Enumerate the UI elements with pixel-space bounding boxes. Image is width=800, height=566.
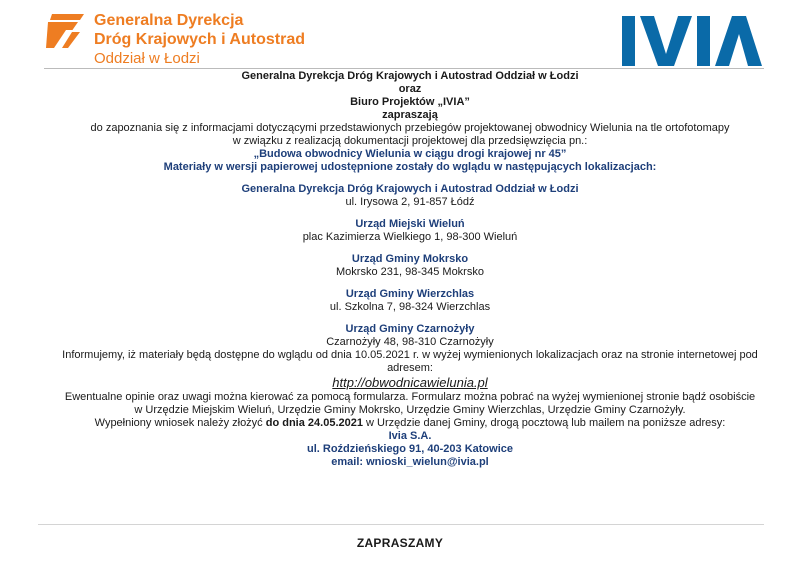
project-title: „Budowa obwodnicy Wielunia w ciągu drogi krajowej nr 45” bbox=[253, 148, 567, 160]
contact-email[interactable]: email: wnioski_wielun@ivia.pl bbox=[331, 456, 489, 468]
heading-conjunction: oraz bbox=[398, 83, 422, 95]
availability-info: Informujemy, iż materiały będą dostępne do wglądu od dnia 10.05.2021 r. w wyżej wymienionych lokalizacjach oraz na stronie internetowej pod adresem: bbox=[62, 349, 758, 374]
materials-heading: Materiały w wersji papierowej udostępnione zostały do wglądu w następujących lokalizacjach: bbox=[163, 161, 657, 173]
location-address: Mokrsko 231, 98-345 Mokrsko bbox=[336, 266, 484, 278]
gddkia-road-logo-icon bbox=[46, 14, 84, 48]
location-address: plac Kazimierza Wielkiego 1, 98-300 Wieluń bbox=[302, 231, 518, 243]
location-item bbox=[40, 182, 780, 209]
location-address: Czarnożyły 48, 98-310 Czarnożyły bbox=[326, 336, 494, 348]
location-name: Urząd Miejski Wieluń bbox=[355, 218, 465, 230]
location-item bbox=[40, 252, 780, 279]
header bbox=[0, 0, 800, 70]
closing-invitation: ZAPRASZAMY bbox=[356, 536, 444, 550]
company-address: ul. Roździeńskiego 91, 40-203 Katowice bbox=[306, 443, 513, 455]
deadline-text-pre: Wypełniony wniosek należy złożyć bbox=[94, 417, 266, 429]
location-address: ul. Irysowa 2, 91-857 Łódź bbox=[345, 196, 475, 208]
ivia-logo-icon bbox=[622, 14, 762, 66]
location-name: Urząd Gminy Czarnożyły bbox=[345, 323, 475, 335]
location-item bbox=[40, 217, 780, 244]
intro-line-1: do zapoznania się z informacjami dotyczącymi przedstawionych przebiegów projektowanej obwodnicy Wielunia na tle ortofotomapy bbox=[90, 122, 730, 134]
remarks-line-1: Ewentualne opinie oraz uwagi można kierować za pomocą formularza. Formularz można pobrać na wyżej wymienionej stronie bądź osobiście bbox=[64, 391, 756, 403]
org-line-2: Dróg Krajowych i Autostrad bbox=[94, 31, 305, 48]
location-item bbox=[40, 322, 780, 349]
footer-divider bbox=[38, 524, 764, 525]
project-website-link[interactable]: http://obwodnicawielunia.pl bbox=[332, 375, 488, 390]
location-address: ul. Szkolna 7, 98-324 Wierzchlas bbox=[329, 301, 491, 313]
heading-gddkia: Generalna Dyrekcja Dróg Krajowych i Autostrad Oddział w Łodzi bbox=[241, 70, 579, 82]
remarks-line-2: w Urzędzie Miejskim Wieluń, Urzędzie Gminy Mokrsko, Urzędzie Gminy Wierzchlas, Urzędzie Gminy Czarnożyły. bbox=[134, 404, 686, 416]
deadline-text-post: w Urzędzie danej Gminy, drogą pocztową lub mailem na poniższe adresy: bbox=[362, 417, 726, 429]
intro-line-2: w związku z realizacją dokumentacji projektowej dla przedsięwzięcia pn.: bbox=[232, 135, 588, 147]
heading-verb: zapraszają bbox=[382, 109, 438, 121]
location-item bbox=[40, 287, 780, 314]
deadline-date: do dnia 24.05.2021 bbox=[265, 417, 363, 429]
org-name bbox=[94, 11, 305, 68]
org-line-1: Generalna Dyrekcja bbox=[94, 12, 244, 29]
heading-ivia: Biuro Projektów „IVIA” bbox=[350, 96, 470, 108]
location-name: Generalna Dyrekcja Dróg Krajowych i Autostrad Oddział w Łodzi bbox=[241, 183, 579, 195]
location-name: Urząd Gminy Wierzchlas bbox=[345, 288, 475, 300]
notice-body bbox=[40, 70, 780, 469]
location-name: Urząd Gminy Mokrsko bbox=[351, 253, 469, 265]
remarks-line-3 bbox=[40, 417, 780, 430]
org-line-3: Oddział w Łodzi bbox=[94, 50, 200, 67]
header-divider bbox=[44, 68, 764, 69]
company-name: Ivia S.A. bbox=[388, 430, 432, 442]
